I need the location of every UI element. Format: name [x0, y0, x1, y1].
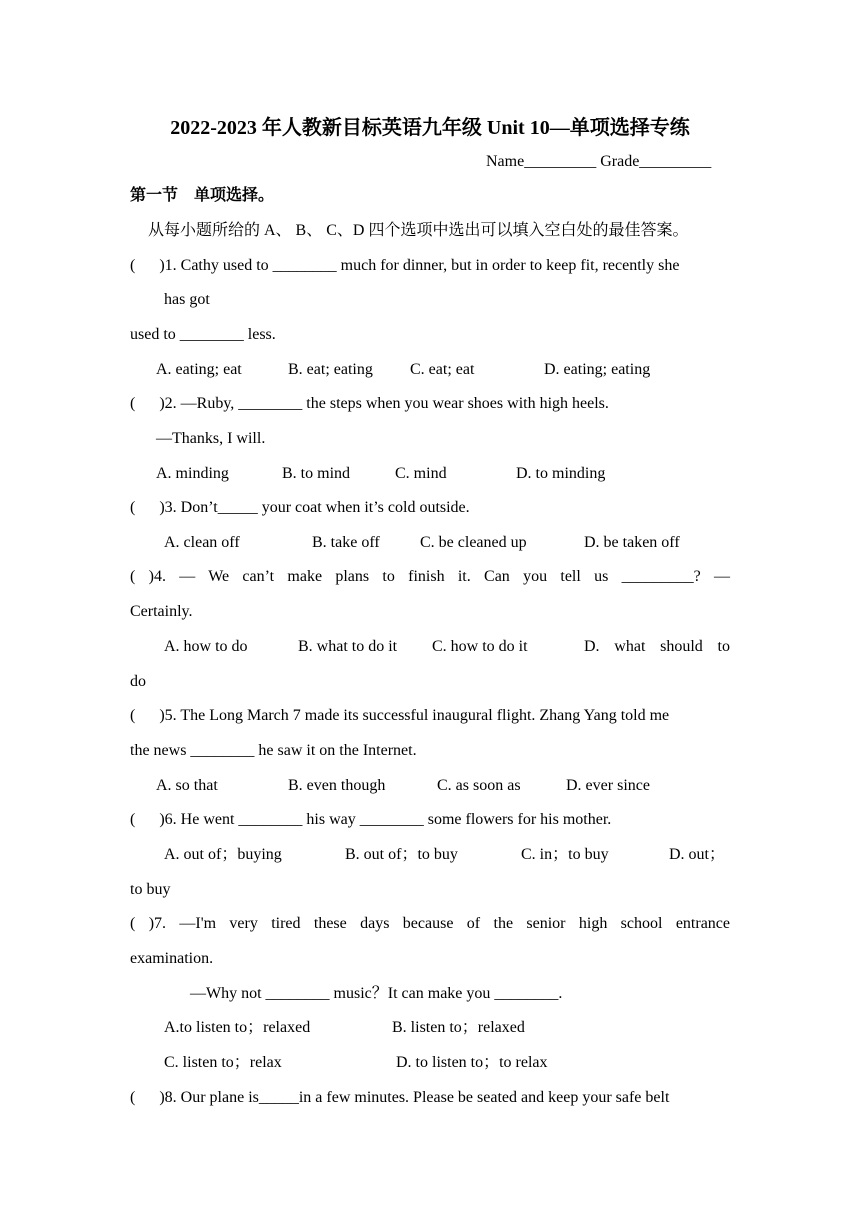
question-1-stem: ( )1. Cathy used to ________ much for dinner, but in order to keep fit, recently she [130, 257, 680, 274]
question-1-option-d: D. eating; eating [544, 361, 651, 378]
question-1-option-a: A. eating; eat [156, 361, 242, 378]
question-5-option-c: C. as soon as [437, 777, 521, 794]
question-4-option-d-wrap: do [130, 673, 146, 690]
question-1-stem-cont2: used to ________ less. [130, 326, 276, 343]
question-6-stem: ( )6. He went ________ his way ________ some flowers for his mother. [130, 811, 612, 828]
question-5-stem: ( )5. The Long March 7 made its successful inaugural flight. Zhang Yang told me [130, 707, 670, 724]
question-4-option-d: D. what should to [584, 638, 730, 655]
question-7-stem: ( )7. —I'm very tired these days because of the senior high school entrance [130, 915, 730, 932]
question-7-option-a: A.to listen to；relaxed [164, 1019, 311, 1036]
question-2-option-b: B. to mind [282, 465, 351, 482]
question-2-option-c: C. mind [395, 465, 447, 482]
question-3-option-b: B. take off [312, 534, 380, 551]
question-6-option-d: D. out； [669, 846, 726, 863]
question-5-stem-cont: the news ________ he saw it on the Internet. [130, 742, 417, 759]
question-3-option-a: A. clean off [164, 534, 240, 551]
section-heading: 第一节 单项选择。 [130, 187, 275, 204]
question-3-option-d: D. be taken off [584, 534, 680, 551]
question-4-option-c: C. how to do it [432, 638, 528, 655]
question-2-reply: —Thanks, I will. [156, 430, 266, 447]
instruction-text: 从每小题所给的 A、 B、 C、D 四个选项中选出可以填入空白处的最佳答案。 [148, 222, 689, 239]
question-7-stem-cont: examination. [130, 950, 214, 967]
question-1-option-b: B. eat; eating [288, 361, 373, 378]
question-4-stem: ( )4. — We can’t make plans to finish it. Can you tell us _________? — [130, 568, 730, 585]
question-7-option-c: C. listen to；relax [164, 1054, 282, 1071]
name-grade-line: Name_________ Grade_________ [486, 153, 712, 170]
question-6-option-c: C. in；to buy [521, 846, 609, 863]
question-4-option-a: A. how to do [164, 638, 248, 655]
question-1-option-c: C. eat; eat [410, 361, 475, 378]
question-2-option-d: D. to minding [516, 465, 606, 482]
question-3-stem: ( )3. Don’t_____ your coat when it’s cold outside. [130, 499, 470, 516]
question-8-stem: ( )8. Our plane is_____in a few minutes. Please be seated and keep your safe belt [130, 1089, 670, 1106]
question-2-option-a: A. minding [156, 465, 229, 482]
question-1-stem-cont: has got [164, 291, 210, 308]
question-7-option-d: D. to listen to；to relax [396, 1054, 548, 1071]
question-6-option-d-wrap: to buy [130, 881, 171, 898]
question-5-option-d: D. ever since [566, 777, 650, 794]
question-5-option-b: B. even though [288, 777, 386, 794]
page-title: 2022-2023 年人教新目标英语九年级 Unit 10—单项选择专练 [170, 117, 690, 139]
question-2-stem: ( )2. —Ruby, ________ the steps when you wear shoes with high heels. [130, 395, 609, 412]
question-3-option-c: C. be cleaned up [420, 534, 527, 551]
question-4-stem-cont: Certainly. [130, 603, 193, 620]
question-6-option-b: B. out of；to buy [345, 846, 458, 863]
question-5-option-a: A. so that [156, 777, 218, 794]
question-7-option-b: B. listen to；relaxed [392, 1019, 525, 1036]
question-7-reply: —Why not ________ music？It can make you ________. [190, 985, 563, 1002]
question-6-option-a: A. out of；buying [164, 846, 282, 863]
question-4-option-b: B. what to do it [298, 638, 398, 655]
